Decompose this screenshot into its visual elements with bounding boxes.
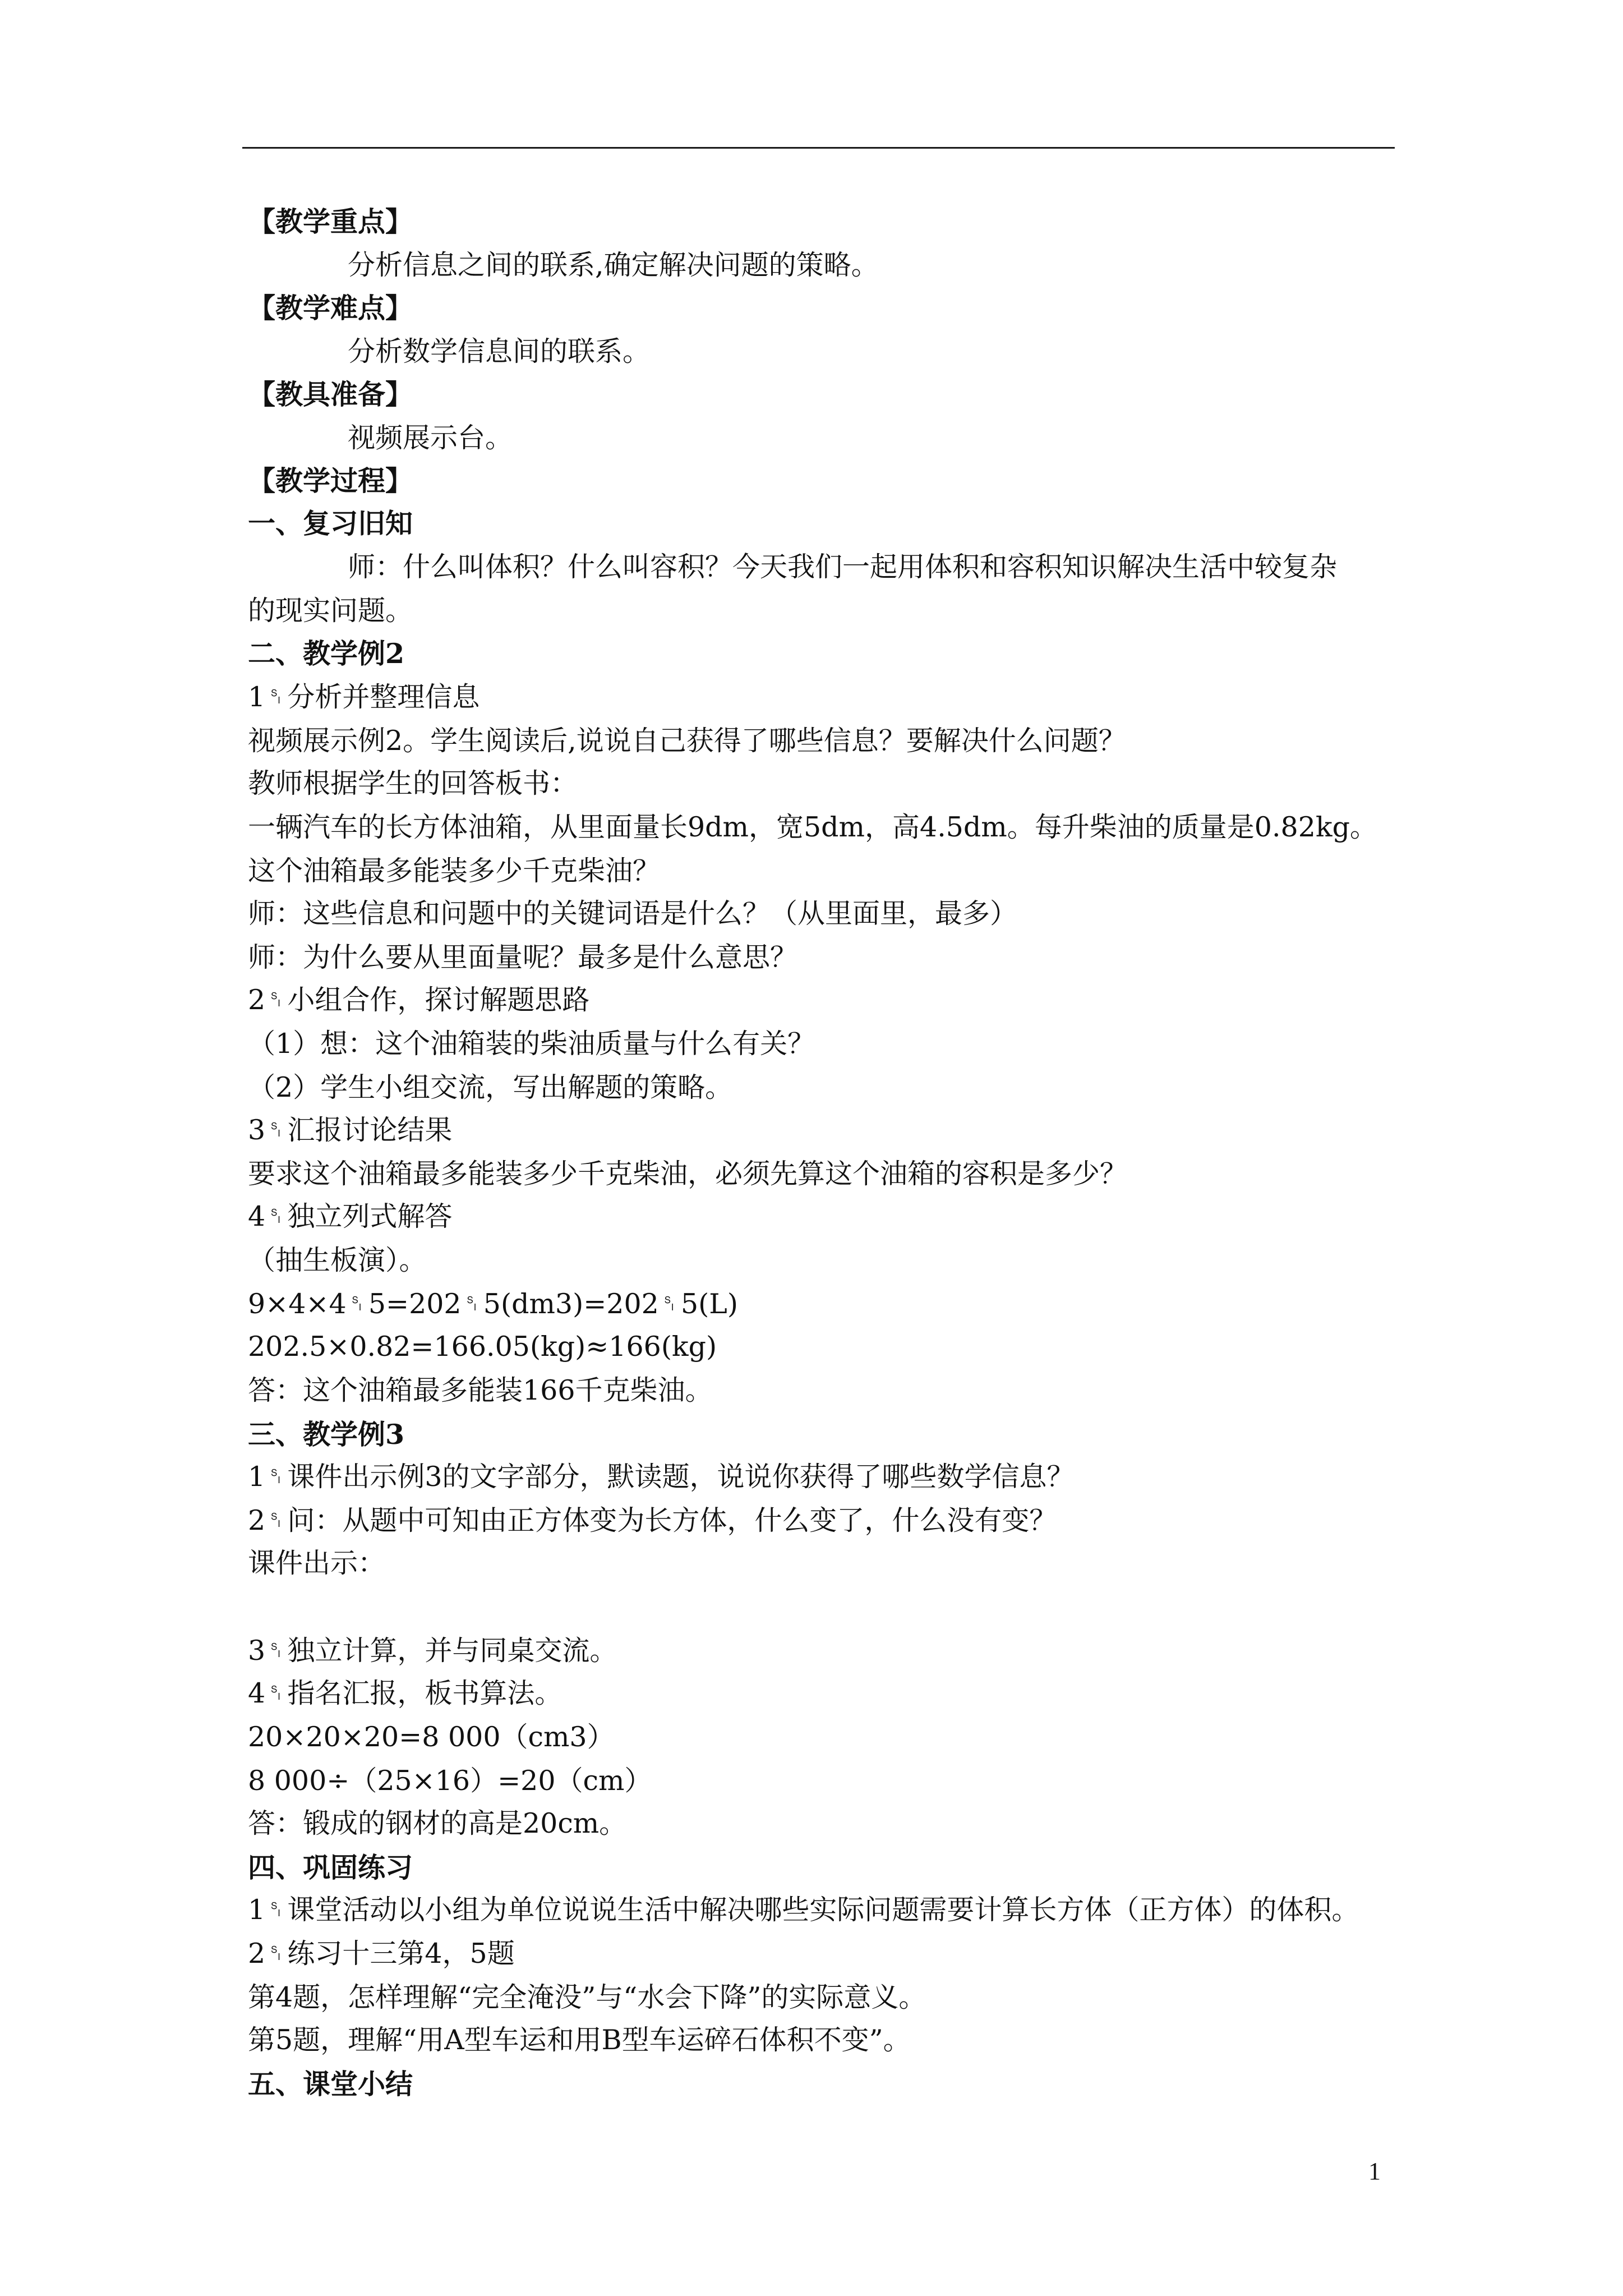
formula-line: 8 000÷（25×16）=20（cm）	[248, 1765, 652, 1797]
paragraph-line: 视频展示例2。学生阅读后,说说自己获得了哪些信息？要解决什么问题？	[248, 725, 1126, 757]
answer-line: 答：这个油箱最多能装166千克柴油。	[248, 1374, 713, 1406]
header-rule	[242, 147, 1395, 149]
page-number: 1	[1368, 2157, 1381, 2185]
paragraph-line: （1）想：这个油箱装的柴油质量与什么有关？	[248, 1028, 815, 1060]
paragraph-line: 这个油箱最多能装多少千克柴油？	[248, 855, 661, 887]
key-points-text: 分析信息之间的联系,确定解决问题的策略。	[348, 249, 879, 281]
paragraph-line: 2␏问：从题中可知由正方体变为长方体，什么变了，什么没有变？	[248, 1504, 1057, 1536]
paragraph-line: 师：什么叫体积？什么叫容积？今天我们一起用体积和容积知识解决生活中较复杂	[348, 551, 1338, 583]
paragraph-line: 1␏分析并整理信息	[248, 681, 480, 713]
formula-line: 20×20×20=8 000（cm3）	[248, 1721, 615, 1753]
paragraph-line: 要求这个油箱最多能装多少千克柴油，必须先算这个油箱的容积是多少？	[248, 1158, 1128, 1190]
paragraph-line: （抽生板演）。	[248, 1244, 427, 1276]
paragraph-line: 1␏课堂活动以小组为单位说说生活中解决哪些实际问题需要计算长方体（正方体）的体积。	[248, 1894, 1359, 1926]
section-5-heading: 五、课堂小结	[248, 2068, 413, 2100]
answer-line: 答：锻成的钢材的高是20cm。	[248, 1807, 627, 1839]
difficulties-text: 分析数学信息间的联系。	[348, 335, 651, 367]
paragraph-line: 教师根据学生的回答板书：	[248, 767, 578, 799]
paragraph-line: 4␏独立列式解答	[248, 1200, 453, 1232]
paragraph-line: 师：为什么要从里面量呢？最多是什么意思？	[248, 941, 798, 973]
formula-line: 9×4×4␏5=202␏5(dm3)=202␏5(L)	[248, 1288, 738, 1320]
paragraph-line: 2␏练习十三第4，5题	[248, 1938, 515, 1970]
paragraph-line: 课件出示：	[248, 1547, 386, 1579]
section-4-heading: 四、巩固练习	[248, 1851, 413, 1884]
paragraph-line: 3␏汇报讨论结果	[248, 1114, 453, 1146]
paragraph-line: 师：这些信息和问题中的关键词语是什么？（从里面里，最多）	[248, 898, 1018, 930]
formula-line: 202.5×0.82=166.05(kg)≈166(kg)	[248, 1331, 717, 1363]
paragraph-line: 第4题，怎样理解“完全淹没”与“水会下降”的实际意义。	[248, 1981, 926, 2013]
heading-key-points: 【教学重点】	[248, 205, 413, 238]
paragraph-line: 的现实问题。	[248, 595, 413, 627]
section-2-heading: 二、教学例2	[248, 637, 405, 670]
heading-difficulties: 【教学难点】	[248, 292, 413, 324]
section-1-heading: 一、复习旧知	[248, 507, 413, 540]
paragraph-line: 一辆汽车的长方体油箱，从里面量长9dm，宽5dm，高4.5dm。每升柴油的质量是0.82kg。	[248, 811, 1377, 843]
paragraph-line: 1␏课件出示例3的文字部分，默读题，说说你获得了哪些数学信息？	[248, 1461, 1075, 1493]
paragraph-line: 3␏独立计算，并与同桌交流。	[248, 1635, 617, 1667]
paragraph-line: 2␏小组合作，探讨解题思路	[248, 984, 590, 1016]
section-3-heading: 三、教学例3	[248, 1418, 405, 1451]
paragraph-line: （2）学生小组交流，写出解题的策略。	[248, 1071, 733, 1103]
heading-process: 【教学过程】	[248, 464, 413, 497]
paragraph-line: 4␏指名汇报，板书算法。	[248, 1677, 562, 1709]
heading-materials: 【教具准备】	[248, 378, 413, 411]
paragraph-line: 第5题，理解“用A型车运和用B型车运碎石体积不变”。	[248, 2024, 911, 2056]
materials-text: 视频展示台。	[348, 422, 513, 454]
